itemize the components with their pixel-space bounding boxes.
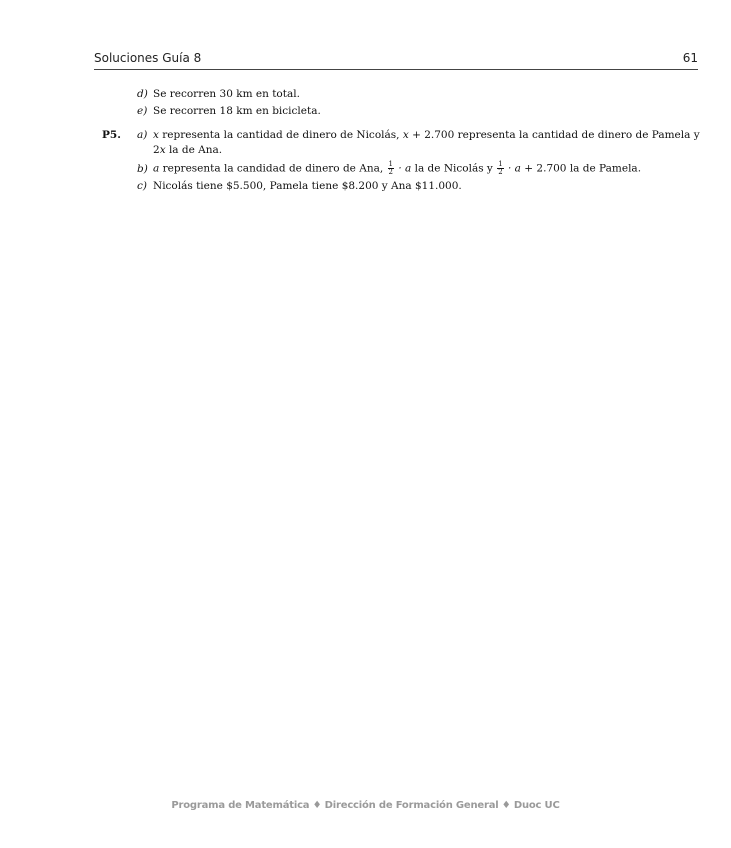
- page-number: 61: [682, 51, 698, 65]
- p5-item-b: [137, 161, 641, 177]
- p5-item-a-line1: [137, 128, 700, 143]
- p5-a-var3: x: [159, 144, 166, 156]
- p5-a-label: a): [137, 129, 148, 141]
- p5-b-label: b): [137, 162, 148, 175]
- item-e-text: Se recorren 18 km en bicicleta.: [153, 105, 321, 117]
- p5-b-part1: representa la candidad de dinero de Ana,: [159, 162, 387, 175]
- p5-item-a-line2: [153, 143, 222, 158]
- p5-c-text: Nicolás tiene $5.500, Pamela tiene $8.200 y Ana $11.000.: [153, 180, 462, 192]
- p5-item-c: [137, 179, 462, 194]
- item-d-label: d): [137, 88, 148, 100]
- p5-b-dot-a2: · a: [504, 162, 521, 175]
- running-header: [94, 51, 698, 70]
- p5-c-label: c): [137, 180, 147, 192]
- p5-a-part1: representa la cantidad de dinero de Nicolás,: [158, 129, 403, 141]
- p5-a-part4: la de Ana.: [165, 144, 223, 156]
- fraction-one-half-2: $\frac{1}{2}$: [498, 160, 503, 176]
- problem-label: P5.: [102, 129, 121, 141]
- p5-a-var2: x: [402, 129, 409, 141]
- p5-b-dot-a: · a: [394, 162, 412, 175]
- header-title: Soluciones Guía 8: [94, 51, 202, 65]
- p5-b-part3: + 2.700 la de Pamela.: [520, 162, 642, 175]
- item-e-label: e): [137, 105, 148, 117]
- item-d-text: Se recorren 30 km en total.: [153, 88, 300, 100]
- p5-a-part3: 2: [153, 144, 160, 156]
- item-e: [137, 104, 321, 119]
- fraction-one-half: $\frac{1}{2}$: [388, 160, 393, 176]
- p5-a-var1: x: [153, 129, 159, 141]
- p5-b-var1: a: [153, 162, 160, 175]
- p5-a-part2: + 2.700 representa la cantidad de dinero de Pamela y: [408, 129, 700, 141]
- footer: Programa de Matemática ♦ Dirección de Formación General ♦ Duoc UC: [171, 800, 560, 811]
- item-d: [137, 87, 300, 102]
- p5-b-part2: la de Nicolás y: [411, 162, 497, 175]
